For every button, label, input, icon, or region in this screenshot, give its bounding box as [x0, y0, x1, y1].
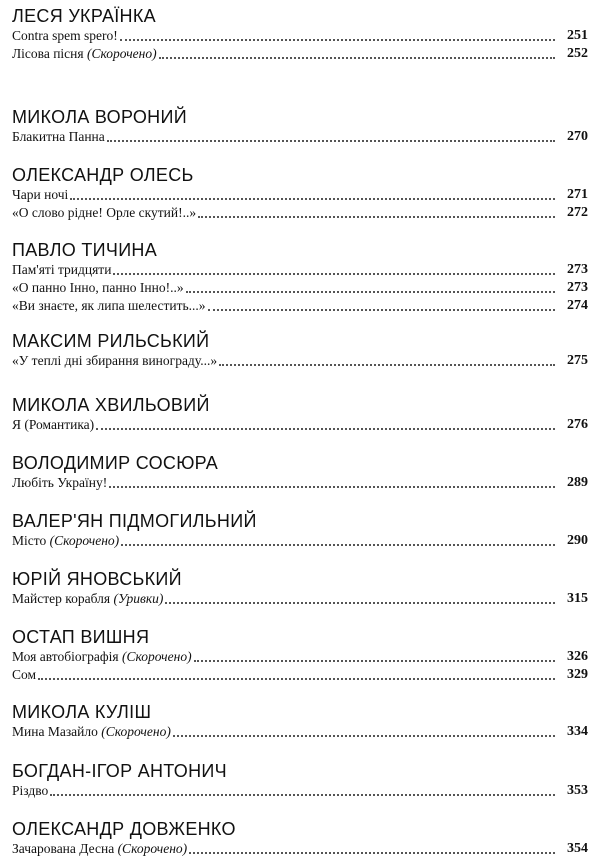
toc-entry	[12, 204, 588, 222]
entry-title: «О слово рідне! Орле скутий!..»	[12, 205, 197, 220]
toc-entry	[12, 352, 588, 370]
entry-title-group	[12, 186, 68, 204]
entry-title: Любіть Україну!	[12, 475, 108, 490]
entry-title: Різдво	[12, 783, 49, 798]
toc-section	[12, 106, 588, 146]
toc-entry	[12, 474, 588, 492]
dot-leader	[109, 486, 555, 488]
page-number: 252	[567, 46, 588, 61]
entry-title: Чари ночі	[12, 187, 69, 202]
dot-leader	[159, 57, 555, 59]
page-number: 353	[567, 783, 588, 798]
page-number: 290	[567, 533, 588, 548]
dot-leader	[173, 735, 555, 737]
page-number: 329	[567, 667, 588, 682]
toc-section	[12, 452, 588, 492]
entry-title: «О панно Інно, панно Інно!..»	[12, 280, 184, 295]
page-number: 334	[567, 724, 588, 739]
entry-title-group	[12, 723, 171, 741]
toc-section	[12, 568, 588, 608]
author-heading: ОСТАП ВИШНЯ	[12, 627, 150, 647]
page-number: 276	[567, 417, 588, 432]
entry-note: (Скорочено)	[117, 841, 188, 856]
entry-title-group	[12, 648, 192, 666]
page-number: 271	[567, 187, 588, 202]
entry-title-group	[12, 297, 206, 315]
toc-entry	[12, 840, 588, 858]
entry-title-group	[12, 416, 94, 434]
dot-leader	[107, 140, 555, 142]
page-number: 272	[567, 205, 588, 220]
entry-title: Блакитна Панна	[12, 129, 105, 144]
page-number: 354	[567, 841, 588, 856]
entry-title-group	[12, 474, 107, 492]
page-number: 289	[567, 475, 588, 490]
dot-leader	[70, 198, 555, 200]
page-number: 275	[567, 353, 588, 368]
dot-leader	[186, 291, 555, 293]
toc-entry	[12, 416, 588, 434]
author-heading: ЮРІЙ ЯНОВСЬКИЙ	[12, 569, 182, 589]
entry-note: (Скорочено)	[121, 649, 192, 664]
toc-entry	[12, 261, 588, 279]
author-heading: ОЛЕКСАНДР ОЛЕСЬ	[12, 165, 194, 185]
dot-leader	[208, 309, 555, 311]
entry-note: (Уривки)	[113, 591, 164, 606]
toc-section	[12, 239, 588, 315]
author-heading: ЛЕСЯ УКРАЇНКА	[12, 6, 156, 26]
author-heading: МАКСИМ РИЛЬСЬКИЙ	[12, 331, 210, 351]
author-heading: ПАВЛО ТИЧИНА	[12, 240, 158, 260]
entry-title-group	[12, 27, 118, 45]
entry-title-group	[12, 352, 217, 370]
dot-leader	[189, 852, 555, 854]
dot-leader	[38, 678, 555, 680]
dot-leader	[113, 273, 555, 275]
page-number: 270	[567, 129, 588, 144]
entry-title-group	[12, 840, 187, 858]
toc-entry	[12, 45, 588, 63]
entry-title: Сом	[12, 667, 37, 682]
author-heading: МИКОЛА ХВИЛЬОВИЙ	[12, 395, 210, 415]
toc-section	[12, 394, 588, 434]
entry-title: Майстер корабля	[12, 591, 111, 606]
author-heading: МИКОЛА КУЛІШ	[12, 702, 152, 722]
dot-leader	[121, 544, 555, 546]
entry-title: Contra spem spero!	[12, 28, 118, 43]
toc-section	[12, 701, 588, 741]
entry-title: Моя автобіографія	[12, 649, 119, 664]
dot-leader	[96, 428, 555, 430]
entry-title: Я (Романтика)	[12, 417, 95, 432]
toc-entry	[12, 590, 588, 608]
entry-title-group	[12, 532, 119, 550]
entry-title-group	[12, 45, 157, 63]
toc-entry	[12, 27, 588, 45]
toc-entry	[12, 532, 588, 550]
dot-leader	[219, 364, 555, 366]
entry-title-group	[12, 204, 196, 222]
entry-title: Мина Мазайло	[12, 724, 98, 739]
toc-entry	[12, 648, 588, 666]
author-heading: МИКОЛА ВОРОНИЙ	[12, 107, 187, 127]
entry-title-group	[12, 128, 105, 146]
author-heading: ВОЛОДИМИР СОСЮРА	[12, 453, 219, 473]
author-heading: БОГДАН-ІГОР АНТОНИЧ	[12, 761, 227, 781]
dot-leader	[194, 660, 555, 662]
author-heading: ВАЛЕР'ЯН ПІДМОГИЛЬНИЙ	[12, 511, 257, 531]
entry-title: Зачарована Десна	[12, 841, 115, 856]
toc-section	[12, 510, 588, 550]
toc-entry	[12, 128, 588, 146]
author-heading: ОЛЕКСАНДР ДОВЖЕНКО	[12, 819, 236, 839]
toc-entry	[12, 782, 588, 800]
dot-leader	[50, 794, 555, 796]
entry-title-group	[12, 279, 184, 297]
entry-note: (Скорочено)	[87, 46, 157, 61]
entry-title: «Ви знаєте, як липа шелестить...»	[12, 298, 206, 313]
toc-entry	[12, 723, 588, 741]
dot-leader	[165, 602, 555, 604]
entry-title: Лісова пісня	[12, 46, 84, 61]
entry-title-group	[12, 590, 163, 608]
dot-leader	[120, 39, 555, 41]
page-number: 273	[567, 262, 588, 277]
page-number: 273	[567, 280, 588, 295]
toc-section	[12, 5, 588, 63]
page-number: 315	[567, 591, 588, 606]
entry-title: Пам'яті тридцяти	[12, 262, 112, 277]
entry-title: «У теплі дні збирання винограду...»	[12, 353, 218, 368]
entry-title: Місто	[12, 533, 47, 548]
entry-note: (Скорочено)	[101, 724, 171, 739]
toc-entry	[12, 297, 588, 315]
toc-entry	[12, 279, 588, 297]
toc-entry	[12, 186, 588, 204]
entry-title-group	[12, 666, 36, 684]
dot-leader	[198, 216, 555, 218]
entry-title-group	[12, 261, 111, 279]
entry-note: (Скорочено)	[49, 533, 120, 548]
page-number: 274	[567, 298, 588, 313]
toc-section	[12, 760, 588, 800]
toc-entry	[12, 666, 588, 684]
toc-section	[12, 626, 588, 684]
toc-section	[12, 330, 588, 370]
page-number: 251	[567, 28, 588, 43]
page-number: 326	[567, 649, 588, 664]
entry-title-group	[12, 782, 48, 800]
toc-section	[12, 818, 588, 858]
toc-section	[12, 164, 588, 222]
